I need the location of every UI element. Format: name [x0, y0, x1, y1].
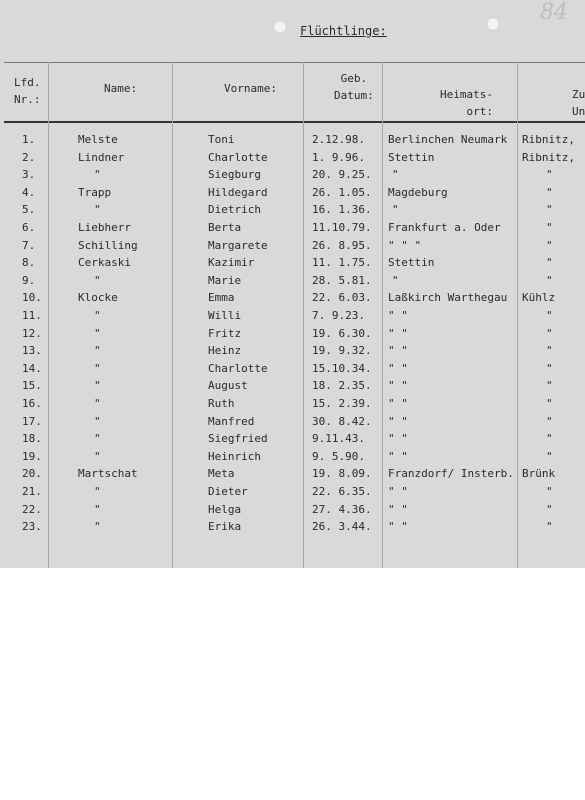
cell-nr: 20.: [22, 467, 42, 481]
cell-name: Trapp: [78, 185, 112, 199]
cell-geb-datum: 1. 9.96.: [312, 150, 365, 164]
cell-vorname: Charlotte: [208, 150, 268, 164]
cell-zu: ": [546, 502, 553, 516]
cell-geb-datum: 19. 9.32.: [312, 344, 372, 358]
cell-nr: 8.: [22, 256, 36, 270]
cell-vorname: Toni: [208, 133, 235, 146]
cell-name: ": [94, 520, 101, 534]
cell-name: ": [94, 361, 101, 375]
cell-nr: 3.: [22, 168, 36, 182]
cell-name: ": [94, 502, 101, 516]
cell-zu: ": [546, 326, 553, 340]
header-bottom-rule: [4, 121, 585, 123]
cell-name: ": [94, 326, 101, 340]
cell-heimatsort: " ": [388, 520, 408, 534]
cell-heimatsort: Magdeburg: [388, 185, 448, 199]
cell-heimatsort: " ": [388, 379, 408, 393]
cell-heimatsort: Laßkirch Warthegau: [388, 291, 508, 305]
cell-nr: 11.: [22, 309, 42, 322]
cell-nr: 5.: [22, 203, 36, 217]
cell-geb-datum: 9.11.43.: [312, 432, 365, 446]
cell-zu: ": [546, 238, 553, 252]
cell-name: ": [94, 449, 101, 463]
cell-nr: 9.: [22, 273, 36, 287]
cell-nr: 19.: [22, 449, 42, 463]
cell-geb-datum: 11.10.79.: [312, 221, 372, 234]
cell-vorname: Kazimir: [208, 256, 255, 270]
header-heimatsort: Heimats- ort:: [440, 88, 493, 118]
cell-geb-datum: 30. 8.42.: [312, 414, 372, 428]
cell-heimatsort: ": [392, 168, 399, 182]
cell-vorname: Helga: [208, 502, 242, 516]
cell-name: Liebherr: [78, 221, 131, 234]
cell-vorname: Manfred: [208, 414, 255, 428]
cell-name: Lindner: [78, 150, 125, 164]
cell-vorname: Berta: [208, 221, 242, 234]
cell-nr: 4.: [22, 185, 36, 199]
cell-vorname: Dieter: [208, 485, 248, 498]
document-title: Flüchtlinge:: [300, 24, 387, 38]
cell-vorname: Heinrich: [208, 449, 261, 463]
cell-geb-datum: 28. 5.81.: [312, 273, 372, 287]
punch-hole: [486, 17, 500, 31]
cell-geb-datum: 19. 6.30.: [312, 326, 372, 340]
cell-geb-datum: 19. 8.09.: [312, 467, 372, 481]
cell-heimatsort: Frankfurt a. Oder: [388, 221, 501, 234]
cell-zu: ": [546, 414, 553, 428]
cell-name: Cerkaski: [78, 256, 131, 270]
cell-name: ": [94, 379, 101, 393]
cell-zu: Brünk: [522, 467, 556, 481]
cell-vorname: Fritz: [208, 326, 242, 340]
cell-zu: ": [546, 432, 553, 446]
cell-name: Melste: [78, 133, 118, 146]
cell-name: Klocke: [78, 291, 118, 305]
column-divider: [48, 62, 49, 568]
cell-vorname: Margarete: [208, 238, 268, 252]
cell-heimatsort: " " ": [388, 238, 422, 252]
cell-heimatsort: Stettin: [388, 256, 435, 270]
cell-vorname: August: [208, 379, 248, 393]
cell-zu: Ribnitz,: [522, 133, 575, 146]
cell-heimatsort: " ": [388, 485, 408, 498]
cell-geb-datum: 27. 4.36.: [312, 502, 372, 516]
table-top-rule: [4, 62, 585, 63]
cell-vorname: Hildegard: [208, 185, 268, 199]
cell-name: ": [94, 168, 101, 182]
cell-nr: 12.: [22, 326, 42, 340]
cell-nr: 14.: [22, 361, 42, 375]
cell-geb-datum: 22. 6.03.: [312, 291, 372, 305]
cell-nr: 17.: [22, 414, 42, 428]
cell-zu: Kühlz: [522, 291, 556, 305]
cell-heimatsort: " ": [388, 502, 408, 516]
cell-geb-datum: 7. 9.23.: [312, 309, 365, 322]
cell-geb-datum: 20. 9.25.: [312, 168, 372, 182]
cell-nr: 15.: [22, 379, 42, 393]
cell-vorname: Siegburg: [208, 168, 261, 182]
cell-geb-datum: 26. 8.95.: [312, 238, 372, 252]
column-divider: [303, 62, 304, 568]
cell-heimatsort: " ": [388, 344, 408, 358]
cell-name: ": [94, 397, 101, 410]
cell-geb-datum: 15. 2.39.: [312, 397, 372, 410]
cell-nr: 23.: [22, 520, 42, 534]
cell-geb-datum: 9. 5.90.: [312, 449, 365, 463]
cell-heimatsort: Berlinchen Neumark: [388, 133, 508, 146]
cell-zu: ": [546, 203, 553, 217]
cell-name: Martschat: [78, 467, 138, 481]
cell-vorname: Erika: [208, 520, 242, 534]
cell-name: ": [94, 203, 101, 217]
cell-name: Schilling: [78, 238, 138, 252]
cell-geb-datum: 18. 2.35.: [312, 379, 372, 393]
cell-name: ": [94, 309, 101, 322]
cell-heimatsort: " ": [388, 432, 408, 446]
cell-name: ": [94, 414, 101, 428]
column-divider: [382, 62, 383, 568]
column-divider: [172, 62, 173, 568]
cell-vorname: Heinz: [208, 344, 242, 358]
cell-nr: 7.: [22, 238, 36, 252]
header-geb-datum: Geb. Datum:: [334, 72, 374, 102]
cell-heimatsort: " ": [388, 397, 408, 410]
header-vorname: Vorname:: [224, 82, 277, 95]
cell-name: ": [94, 273, 101, 287]
cell-heimatsort: ": [392, 203, 399, 217]
cell-nr: 18.: [22, 432, 42, 446]
punch-hole: [273, 20, 287, 34]
cell-vorname: Marie: [208, 273, 242, 287]
cell-nr: 21.: [22, 485, 42, 498]
cell-heimatsort: Stettin: [388, 150, 435, 164]
cell-nr: 1.: [22, 133, 36, 146]
cell-zu: ": [546, 520, 553, 534]
cell-geb-datum: 16. 1.36.: [312, 203, 372, 217]
cell-zu: ": [546, 379, 553, 393]
cell-zu: ": [546, 185, 553, 199]
cell-geb-datum: 26. 3.44.: [312, 520, 372, 534]
cell-geb-datum: 15.10.34.: [312, 361, 372, 375]
cell-vorname: Siegfried: [208, 432, 268, 446]
cell-zu: ": [546, 273, 553, 287]
page-number: 84: [540, 0, 568, 25]
cell-nr: 2.: [22, 150, 36, 164]
cell-geb-datum: 26. 1.05.: [312, 185, 372, 199]
cell-vorname: Meta: [208, 467, 235, 481]
cell-geb-datum: 11. 1.75.: [312, 256, 372, 270]
cell-heimatsort: " ": [388, 449, 408, 463]
cell-name: ": [94, 344, 101, 358]
cell-vorname: Emma: [208, 291, 235, 305]
cell-name: ": [94, 432, 101, 446]
cell-vorname: Charlotte: [208, 361, 268, 375]
cell-heimatsort: " ": [388, 414, 408, 428]
cell-zu: ": [546, 221, 553, 234]
header-zu: Zu Un: [572, 88, 585, 118]
cell-heimatsort: " ": [388, 361, 408, 375]
cell-zu: ": [546, 361, 553, 375]
cell-name: ": [94, 485, 101, 498]
column-divider: [517, 62, 518, 568]
cell-heimatsort: " ": [388, 309, 408, 322]
cell-nr: 10.: [22, 291, 42, 305]
cell-geb-datum: 2.12.98.: [312, 133, 365, 146]
cell-heimatsort: Franzdorf/ Insterb.: [388, 467, 514, 481]
cell-zu: ": [546, 449, 553, 463]
cell-geb-datum: 22. 6.35.: [312, 485, 372, 498]
cell-nr: 22.: [22, 502, 42, 516]
cell-vorname: Ruth: [208, 397, 235, 410]
cell-zu: ": [546, 309, 553, 322]
cell-zu: ": [546, 168, 553, 182]
cell-heimatsort: ": [392, 273, 399, 287]
cell-vorname: Willi: [208, 309, 242, 322]
cell-nr: 16.: [22, 397, 42, 410]
cell-zu: ": [546, 344, 553, 358]
cell-vorname: Dietrich: [208, 203, 261, 217]
cell-nr: 6.: [22, 221, 36, 234]
cell-nr: 13.: [22, 344, 42, 358]
cell-zu: Ribnitz,: [522, 150, 575, 164]
cell-zu: ": [546, 397, 553, 410]
cell-zu: ": [546, 256, 553, 270]
header-nr: Lfd. Nr.:: [14, 76, 41, 106]
cell-heimatsort: " ": [388, 326, 408, 340]
header-name: Name:: [104, 82, 138, 95]
cell-zu: ": [546, 485, 553, 498]
